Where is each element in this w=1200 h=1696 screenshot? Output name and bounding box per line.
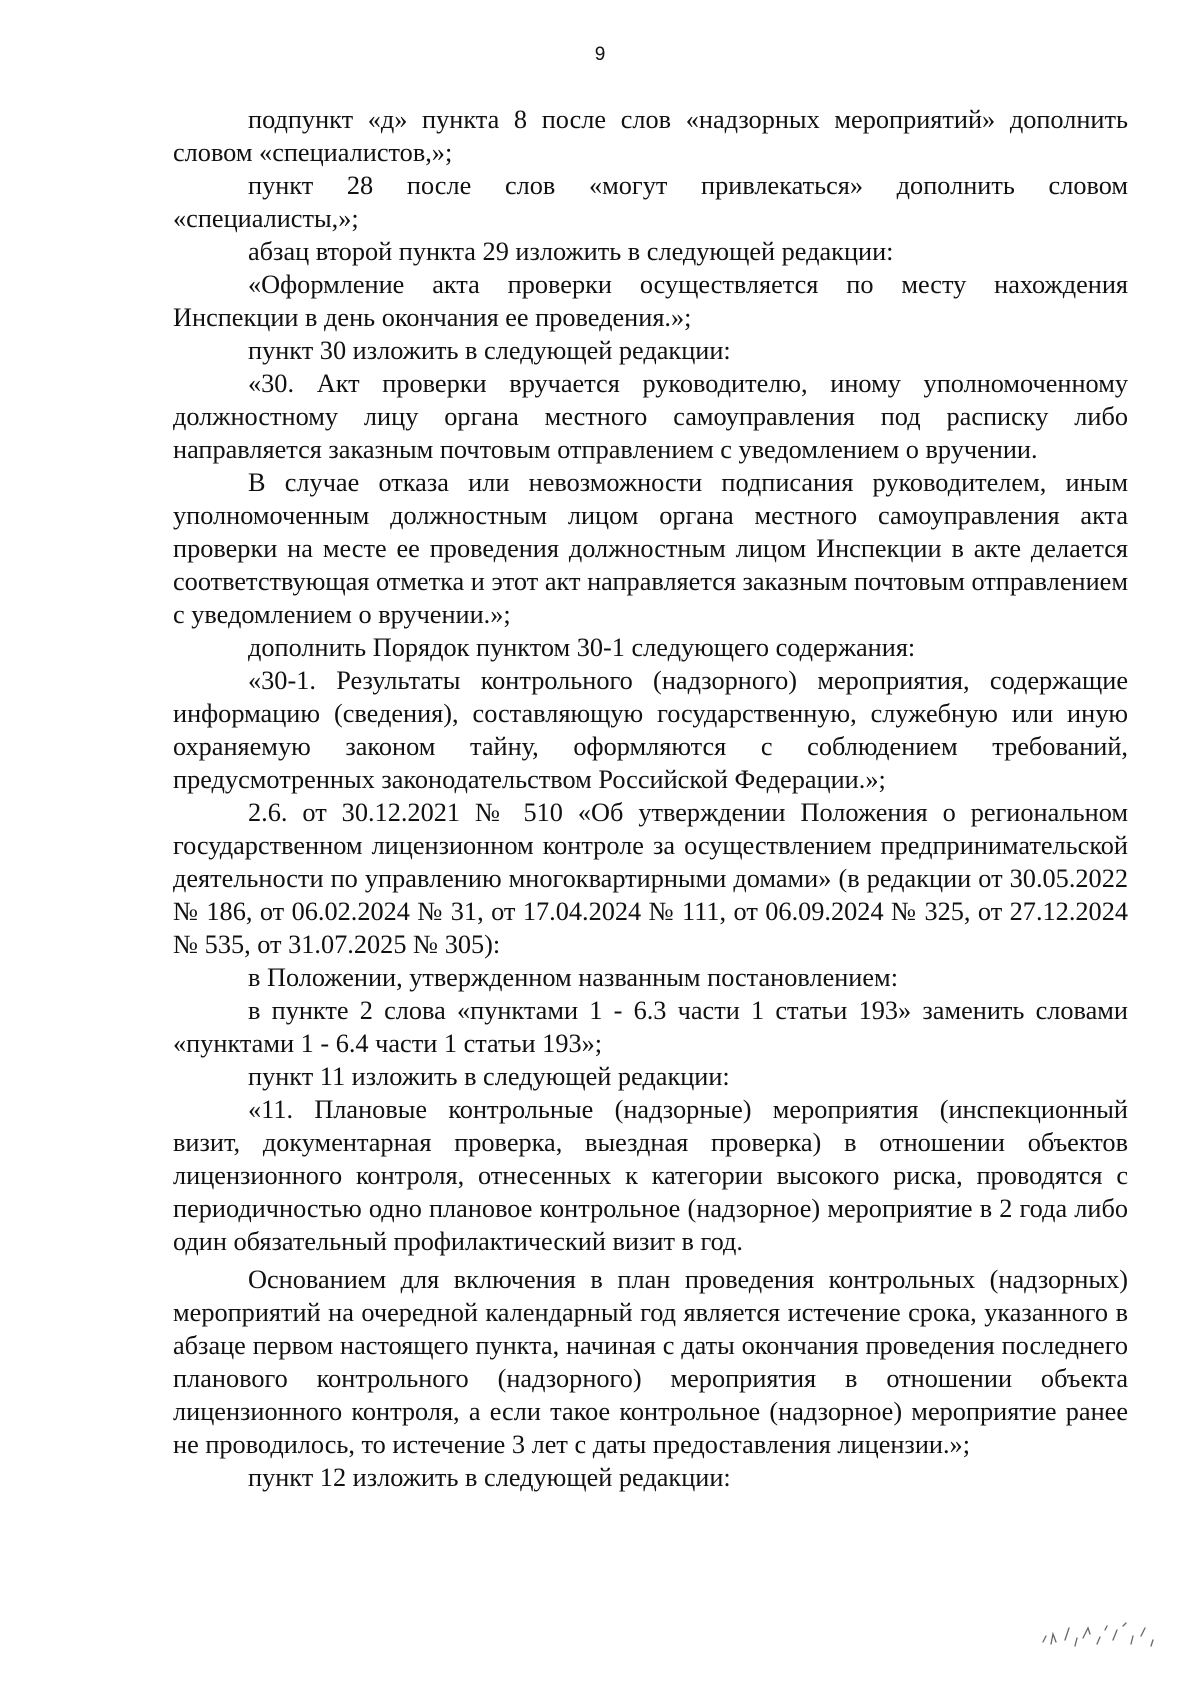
paragraph: «11. Плановые контрольные (надзорные) мероприятия (инспекционный визит, документарная проверка, выездная проверка) в отношении объектов лицензионного контроля, отнесенных к категории высокого риска, проводятся с периодичностью одно плановое контрольное (надзорное) мероприятие в 2 года либо один обязательный профилактический визит в год. [173,1095,1128,1256]
paragraph: абзац второй пункта 29 изложить в следующей редакции: [248,237,894,266]
paragraph: В случае отказа или невозможности подписания руководителем, иным уполномоченным должностным лицом органа местного самоуправления акта проверки на месте ее проведения должностным лицом Инспекции в акте делается соответствующая отметка и этот акт направляется заказным почтовым отправлением с уведомлением о вручении.»; [173,468,1128,629]
document-body [173,103,1128,1494]
paragraph: в пункте 2 слова «пунктами 1 - 6.3 части 1 статьи 193» заменить словами «пунктами 1 - 6.4 части 1 статьи 193»; [173,996,1128,1058]
paragraph: дополнить Порядок пунктом 30-1 следующего содержания: [248,633,916,662]
paragraph: подпункт «д» пункта 8 после слов «надзорных мероприятий» дополнить словом «специалистов,»; [173,105,1128,167]
paragraph: «Оформление акта проверки осуществляется по месту нахождения Инспекции в день окончания ее проведения.»; [173,270,1128,332]
paragraph: пункт 30 изложить в следующей редакции: [248,336,731,365]
paragraph: пункт 28 после слов «могут привлекаться» дополнить словом «специалисты,»; [173,171,1128,233]
paragraph: пункт 12 изложить в следующей редакции: [248,1463,731,1492]
paragraph: «30. Акт проверки вручается руководителю, иному уполномоченному должностному лицу органа местного самоуправления под расписку либо направляется заказным почтовым отправлением с уведомлением о вручении. [173,369,1128,464]
initials-mark [1035,1600,1165,1660]
paragraph: 2.6. от 30.12.2021 № 510 «Об утверждении Положения о региональном государственном лицензионном контроле за осуществлением предпринимательской деятельности по управлению многоквартирными домами» (в редакции от 30.05.2022 № 186, от 06.02.2024 № 31, от 17.04.2024 № 111, от 06.09.2024 № 325, от 27.12.2024 № 535, от 31.07.2025 № 305): [173,798,1128,959]
paragraph: Основанием для включения в план проведения контрольных (надзорных) мероприятий на очередной календарный год является истечение срока, указанного в абзаце первом настоящего пункта, начиная с даты окончания проведения последнего планового контрольного (надзорного) мероприятия в отношении объекта лицензионного контроля, а если такое контрольное (надзорное) мероприятие ранее не проводилось, то истечение 3 лет с даты предоставления лицензии.»; [173,1265,1128,1459]
paragraph: в Положении, утвержденном названным постановлением: [248,963,899,992]
page-number: 9 [594,44,606,65]
paragraph: «30-1. Результаты контрольного (надзорного) мероприятия, содержащие информацию (сведения), составляющую государственную, служебную или иную охраняемую законом тайну, оформляются с соблюдением требований, предусмотренных законодательством Российской Федерации.»; [173,666,1128,794]
paragraph: пункт 11 изложить в следующей редакции: [248,1062,730,1091]
